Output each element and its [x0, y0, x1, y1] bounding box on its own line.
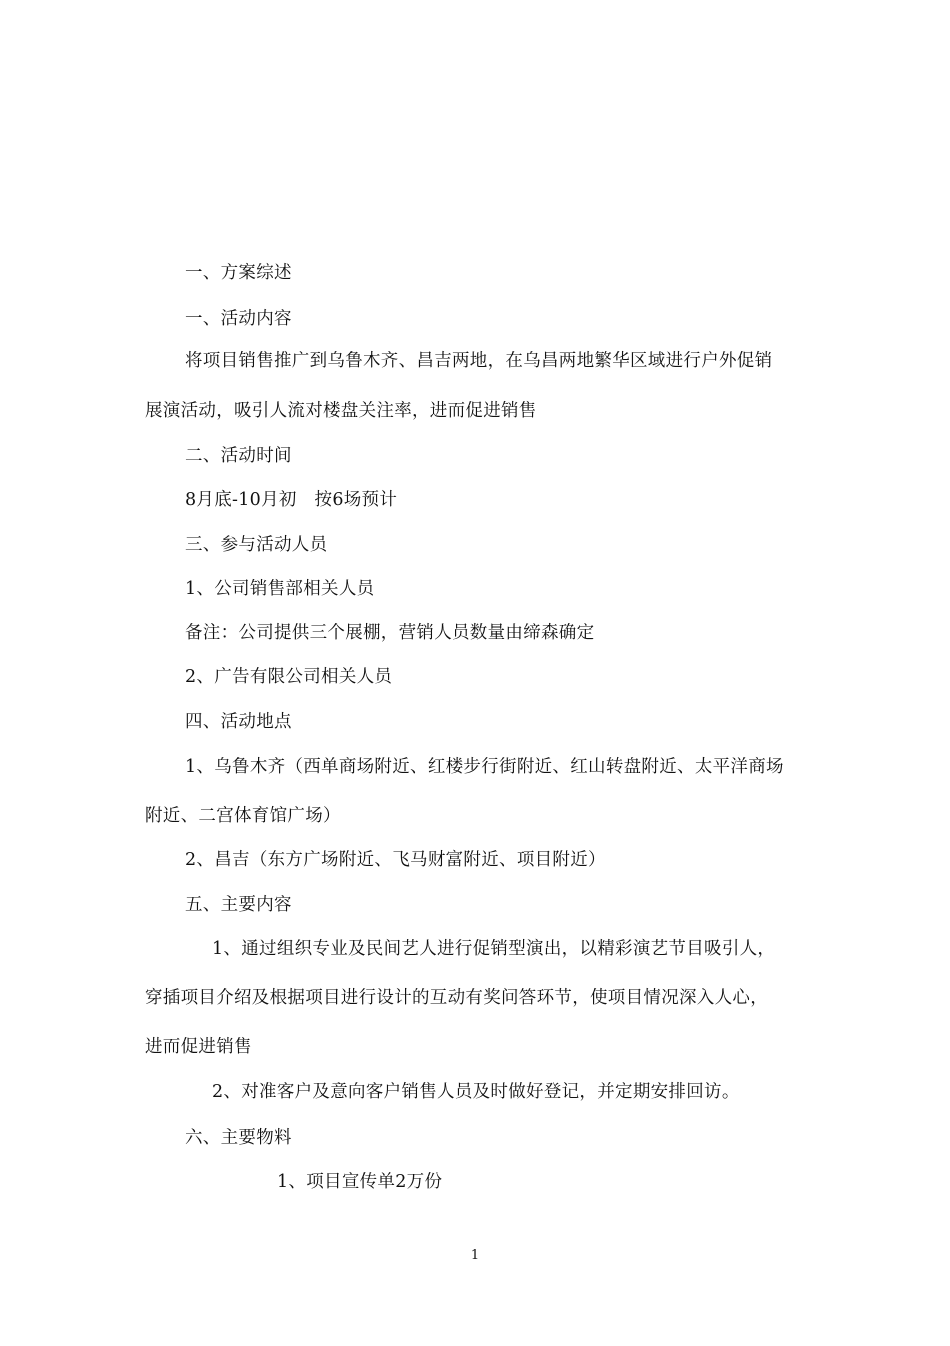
- list-item: 2、对准客户及意向客户销售人员及时做好登记，并定期安排回访。: [212, 1082, 740, 1102]
- section-heading-materials: 六、主要物料: [185, 1128, 292, 1148]
- list-item: 1、公司销售部相关人员: [185, 579, 375, 599]
- paragraph-line: 进而促进销售: [145, 1037, 252, 1057]
- section-heading-participants: 三、参与活动人员: [185, 535, 328, 555]
- list-item: 1、乌鲁木齐（西单商场附近、红楼步行街附近、红山转盘附近、太平洋商场: [185, 757, 784, 777]
- section-heading-main-content: 五、主要内容: [185, 895, 292, 915]
- paragraph-line: 穿插项目介绍及根据项目进行设计的互动有奖问答环节，使项目情况深入人心，: [145, 988, 768, 1008]
- list-item: 2、昌吉（东方广场附近、飞马财富附近、项目附近）: [185, 850, 606, 870]
- section-heading-activity-time: 二、活动时间: [185, 446, 292, 466]
- section-heading-location: 四、活动地点: [185, 712, 292, 732]
- page-number: 1: [470, 1248, 480, 1263]
- section-heading-activity-content: 一、活动内容: [185, 309, 292, 329]
- list-item: 1、项目宣传单2万份: [277, 1172, 443, 1192]
- section-heading-overview: 一、方案综述: [185, 263, 292, 283]
- paragraph-line: 附近、二宫体育馆广场）: [145, 806, 341, 826]
- paragraph-line: 展演活动，吸引人流对楼盘关注率，进而促进销售: [145, 401, 537, 421]
- list-item: 1、通过组织专业及民间艺人进行促销型演出，以精彩演艺节目吸引人，: [212, 939, 776, 959]
- note-line: 备注：公司提供三个展棚，营销人员数量由缔森确定: [185, 623, 595, 643]
- paragraph-line: 将项目销售推广到乌鲁木齐、昌吉两地，在乌昌两地繁华区域进行户外促销: [185, 351, 773, 371]
- paragraph-line: 8月底-10月初 按6场预计: [185, 490, 398, 510]
- list-item: 2、广告有限公司相关人员: [185, 667, 393, 687]
